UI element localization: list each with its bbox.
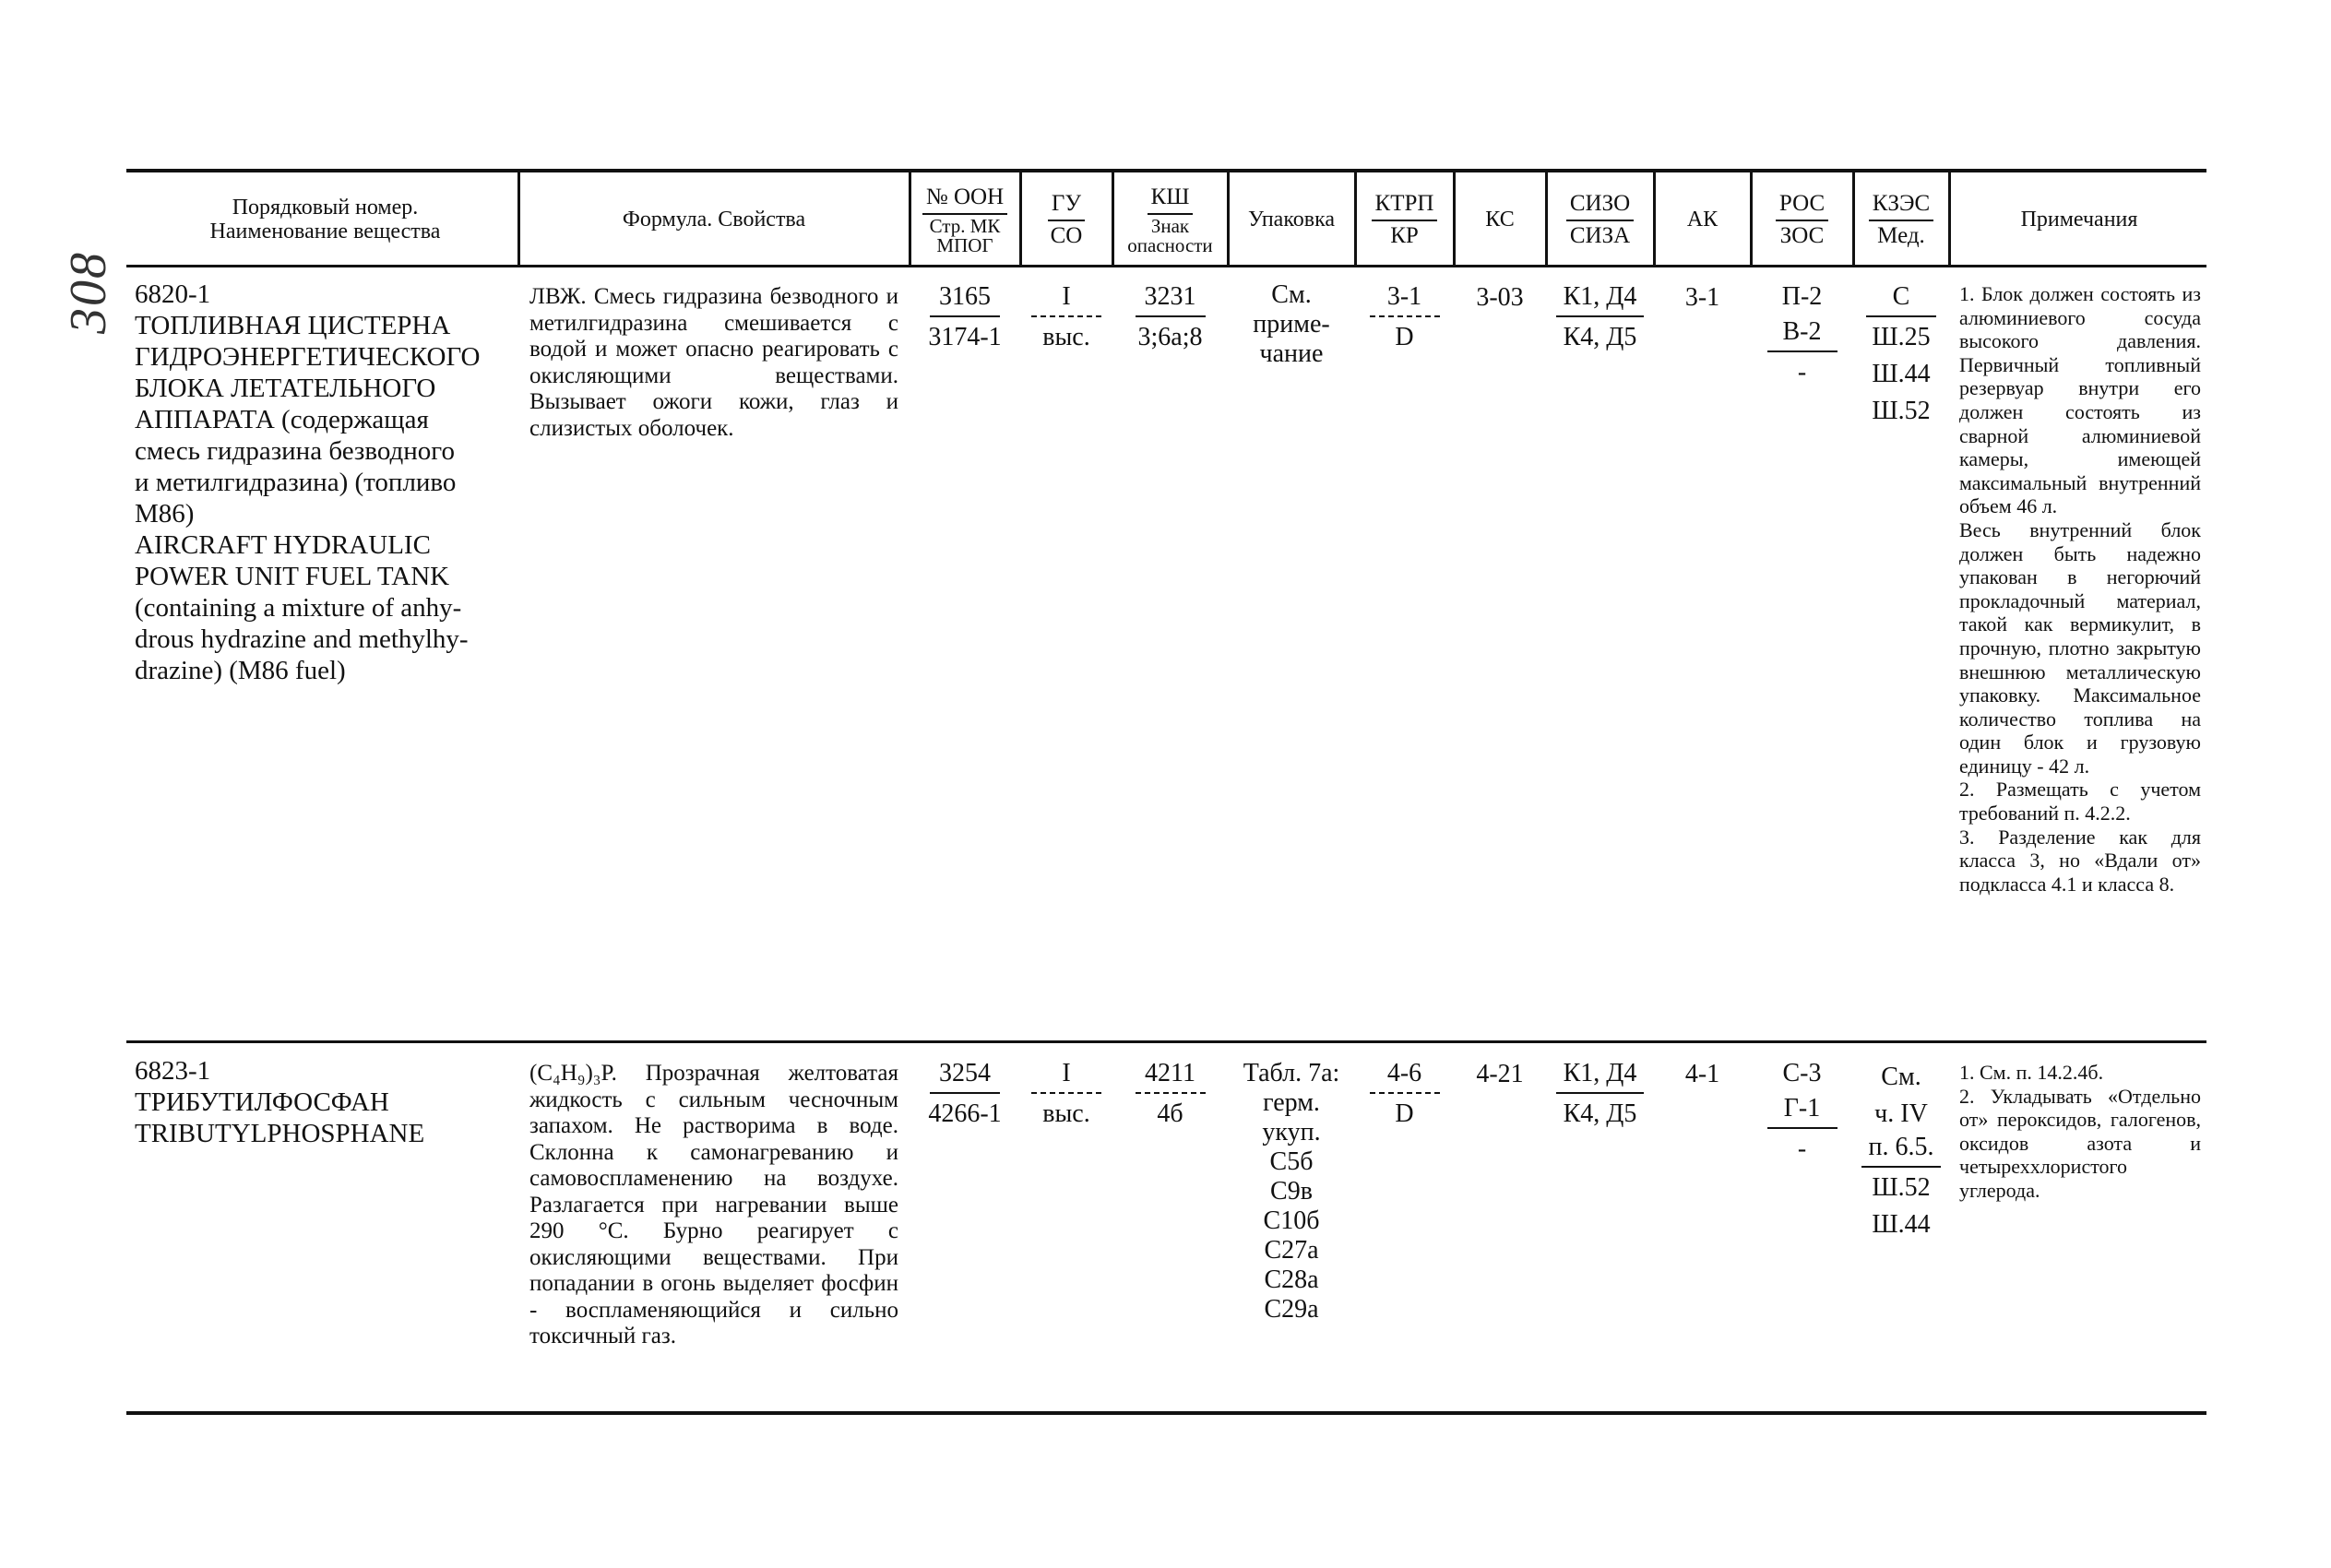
header-ros — [1754, 177, 1850, 262]
row-2-kzes-top: ч. IV — [1874, 1099, 1928, 1128]
row-1-packaging — [1231, 280, 1352, 369]
row-1-name-line: БЛОКА ЛЕТАТЕЛЬНОГО — [135, 374, 436, 403]
row-2-kzes — [1856, 1057, 1946, 1241]
header-ak: АК — [1686, 208, 1719, 232]
row-1-name-line: АППАРАТА (содержащая — [135, 405, 429, 434]
row-2-packaging-line: С28а — [1264, 1265, 1319, 1294]
header-divider — [1227, 172, 1230, 265]
row-separator-rule — [126, 1040, 2206, 1043]
header-gu-top: ГУ — [1048, 190, 1085, 221]
row-1-ros-bottom: В-2 — [1767, 315, 1837, 352]
row-1-un-bottom: 3174-1 — [928, 323, 1002, 351]
row-2-packaging-line: укуп. — [1262, 1118, 1321, 1146]
row-2-packaging-line: Табл. 7а: — [1243, 1059, 1340, 1087]
row-2-kzes-top: См. — [1881, 1063, 1921, 1091]
row-2-ksh — [1115, 1057, 1225, 1131]
table-top-rule — [126, 169, 2206, 172]
header-formula: Формула. Свойства — [622, 208, 806, 232]
row-1-notes — [1959, 282, 2201, 896]
row-1-sizo-top: К1, Д4 — [1556, 280, 1645, 317]
row-2-ros-bottom: Г-1 — [1767, 1092, 1837, 1129]
row-2-note: 2. Укладывать «Отдельно от» пероксидов, галогенов, оксидов азота и четыреххлористого углерода. — [1959, 1084, 2201, 1202]
header-un-top: № ООН — [922, 184, 1007, 215]
row-1-ros-top: П-2 — [1781, 282, 1823, 311]
row-1-name-line: POWER UNIT FUEL TANK — [135, 562, 450, 591]
header-ks: КС — [1485, 208, 1515, 232]
row-2-packaging-line: С10б — [1263, 1206, 1320, 1235]
header-un — [912, 177, 1017, 262]
row-2-ak: 4-1 — [1684, 1060, 1720, 1088]
header-divider — [1453, 172, 1456, 265]
header-ktrp — [1358, 177, 1451, 262]
header-ktrp-top: КТРП — [1372, 190, 1438, 221]
header-un-bottom: Стр. МК МПОГ — [929, 215, 1001, 256]
row-1-ktrp — [1358, 280, 1451, 354]
row-2-ros — [1754, 1057, 1850, 1166]
row-2-packaging-line: С29а — [1264, 1295, 1319, 1324]
row-2-gu-top: I — [1031, 1057, 1101, 1094]
header-divider — [1545, 172, 1548, 265]
row-2-ros-top: С-3 — [1782, 1059, 1822, 1087]
header-gu — [1023, 177, 1110, 262]
row-1-gu-top: I — [1031, 280, 1101, 317]
header-ktrp-bottom: КР — [1390, 223, 1419, 248]
header-kzes-bottom: Мед. — [1877, 223, 1925, 248]
row-2-un — [912, 1057, 1017, 1131]
row-1-name-line: смесь гидразина безводного — [135, 436, 455, 466]
header-kzes-top: КЗЭС — [1869, 190, 1933, 221]
header-bottom-rule — [126, 265, 2206, 267]
row-1-packaging-line: См. — [1271, 280, 1312, 309]
row-1-ktrp-bottom: D — [1395, 323, 1414, 351]
row-2-properties: (C₄H₉)₃P. Прозрачная желтоватая жидкость с сильным чесночным запахом. Не растворима в воде. Склонна к самонагреванию и самовоспламенению на воздухе. Разлагается при нагревании выше 290 °С. Бурно реагирует с окисляющими веществами. При попадании в огонь выделяет фосфин - воспламеняющийся и сильно токсичный газ. — [529, 1061, 898, 1348]
row-1-sizo — [1549, 280, 1651, 354]
header-ros-top: РОС — [1776, 190, 1828, 221]
header-divider — [1019, 172, 1022, 265]
row-2-packaging-line: С5б — [1269, 1147, 1314, 1176]
row-1-note: Весь внутренний блок должен быть надежно упакован в негорючий прокладочный материал, такой как вермикулит, в прочную, плотно закрытую внешнюю металлическую упаковку. Максимальное количество топлива на один блок и грузовую единицу - 42 л. — [1959, 517, 2201, 778]
row-1-kzes-top: С — [1866, 280, 1936, 317]
header-divider — [517, 172, 520, 265]
row-1-note: 2. Размещать с учетом требований п. 4.2.2. — [1959, 778, 2201, 826]
row-2-gu — [1023, 1057, 1110, 1131]
row-1-gu-bottom: выс. — [1042, 323, 1090, 351]
row-1-ros — [1754, 280, 1850, 389]
row-2-kzes-top: п. 6.5. — [1861, 1131, 1942, 1168]
row-1-ksh-bottom: 3;6а;8 — [1137, 323, 1203, 351]
row-1-ksh-top: 3231 — [1136, 280, 1206, 317]
row-1-un-top: 3165 — [930, 280, 1000, 317]
row-1-name-line: drazine) (M86 fuel) — [135, 656, 346, 685]
row-1-packaging-line: приме- — [1253, 310, 1330, 339]
header-gu-bottom: СО — [1050, 223, 1083, 248]
row-2-ks: 4-21 — [1476, 1060, 1524, 1088]
header-divider — [1112, 172, 1114, 265]
row-1-ktrp-top: 3-1 — [1370, 280, 1440, 317]
row-1-properties: ЛВЖ. Смесь гидразина безводного и метилгидразина смешивается с водой и может опасно реагировать с окисляющими веществами. Вызывает ожоги кожи, глаз и слизистых оболочек. — [529, 284, 898, 441]
header-name: Порядковый номер. Наименование вещества — [209, 196, 441, 244]
row-2-name-line: 6823-1 — [135, 1056, 211, 1086]
header-divider — [1750, 172, 1753, 265]
row-2-packaging-line: герм. — [1263, 1088, 1320, 1117]
row-1-name-line: ГИДРОЭНЕРГЕТИЧЕСКОГО — [135, 342, 481, 372]
header-sizo — [1549, 177, 1651, 262]
row-1-ksh — [1115, 280, 1225, 354]
row-2-packaging-line: С27а — [1264, 1236, 1319, 1265]
header-ksh — [1115, 177, 1225, 262]
row-2-kzes-bottom: Ш.44 — [1872, 1210, 1931, 1239]
header-divider — [909, 172, 911, 265]
row-2-name-line: ТРИБУТИЛФОСФАН — [135, 1087, 389, 1117]
row-2-ktrp — [1358, 1057, 1451, 1131]
header-sizo-bottom: СИЗА — [1569, 223, 1631, 248]
row-2-packaging-line: С9в — [1270, 1177, 1313, 1206]
header-kzes — [1856, 177, 1946, 262]
header-ksh-bottom: Знак опасности — [1127, 215, 1213, 256]
row-1-ros-extra: - — [1797, 358, 1807, 386]
row-1-name-line: и метилгидразина) (топливо — [135, 468, 457, 497]
header-ros-bottom: ЗОС — [1779, 223, 1825, 248]
header-divider — [1852, 172, 1855, 265]
row-2-ksh-bottom: 4б — [1157, 1099, 1183, 1128]
row-1-kzes-bottom: Ш.52 — [1872, 397, 1931, 425]
header-sizo-top: СИЗО — [1566, 190, 1634, 221]
row-1-sizo-bottom: К4, Д5 — [1563, 323, 1637, 351]
row-1-ks: 3-03 — [1476, 283, 1524, 312]
header-divider — [1354, 172, 1357, 265]
row-1-gu — [1023, 280, 1110, 354]
row-1-name-line: AIRCRAFT HYDRAULIC — [135, 530, 431, 560]
row-2-note: 1. См. п. 14.2.4б. — [1959, 1061, 2104, 1084]
header-divider — [1948, 172, 1951, 265]
row-2-name-line: TRIBUTYLPHOSPHANE — [135, 1119, 425, 1148]
row-1-kzes-bottom: Ш.25 — [1872, 323, 1931, 351]
row-2-packaging — [1231, 1059, 1352, 1324]
row-2-ros-extra: - — [1797, 1134, 1807, 1163]
row-2-gu-bottom: выс. — [1042, 1099, 1090, 1128]
header-divider — [1653, 172, 1656, 265]
row-1-packaging-line: чание — [1259, 339, 1324, 368]
row-1-kzes — [1856, 280, 1946, 428]
header-packaging: Упаковка — [1247, 208, 1336, 232]
row-1-kzes-bottom: Ш.44 — [1872, 360, 1931, 388]
row-2-un-top: 3254 — [930, 1057, 1000, 1094]
row-2-kzes-bottom: Ш.52 — [1872, 1173, 1931, 1202]
header-notes: Примечания — [2020, 208, 2138, 232]
row-1-name-line: 6820-1 — [135, 279, 211, 309]
row-2-sizo-top: К1, Д4 — [1556, 1057, 1645, 1094]
row-1-ak: 3-1 — [1684, 283, 1720, 312]
row-1-name-line: ТОПЛИВНАЯ ЦИСТЕРНА — [135, 311, 451, 340]
page-number: 308 — [60, 251, 117, 334]
row-1-note: 1. Блок должен состоять из алюминиевого сосуда высокого давления. Первичный топливный резервуар внутри его должен состоять из сварной алюминиевой камеры, имеющей максимальный внутренний объем 46 л. — [1959, 282, 2201, 518]
table-bottom-rule — [126, 1411, 2206, 1415]
row-1-name-line: (containing a mixture of anhy- — [135, 593, 462, 623]
row-2-ksh-top: 4211 — [1136, 1057, 1206, 1094]
row-1-un — [912, 280, 1017, 354]
row-1-note: 3. Разделение как для класса 3, но «Вдали от» подкласса 4.1 и класса 8. — [1959, 825, 2201, 896]
row-2-sizo — [1549, 1057, 1651, 1131]
row-2-ktrp-top: 4-6 — [1370, 1057, 1440, 1094]
row-2-ktrp-bottom: D — [1395, 1099, 1414, 1128]
row-2-un-bottom: 4266-1 — [928, 1099, 1002, 1128]
row-1-name — [135, 279, 513, 686]
header-ksh-top: КШ — [1148, 184, 1194, 215]
row-1-name-line: М86) — [135, 499, 195, 529]
row-1-name-line: drous hydrazine and methylhy- — [135, 624, 469, 654]
row-2-name — [135, 1055, 513, 1149]
row-2-notes — [1959, 1061, 2201, 1203]
row-2-sizo-bottom: К4, Д5 — [1563, 1099, 1637, 1128]
